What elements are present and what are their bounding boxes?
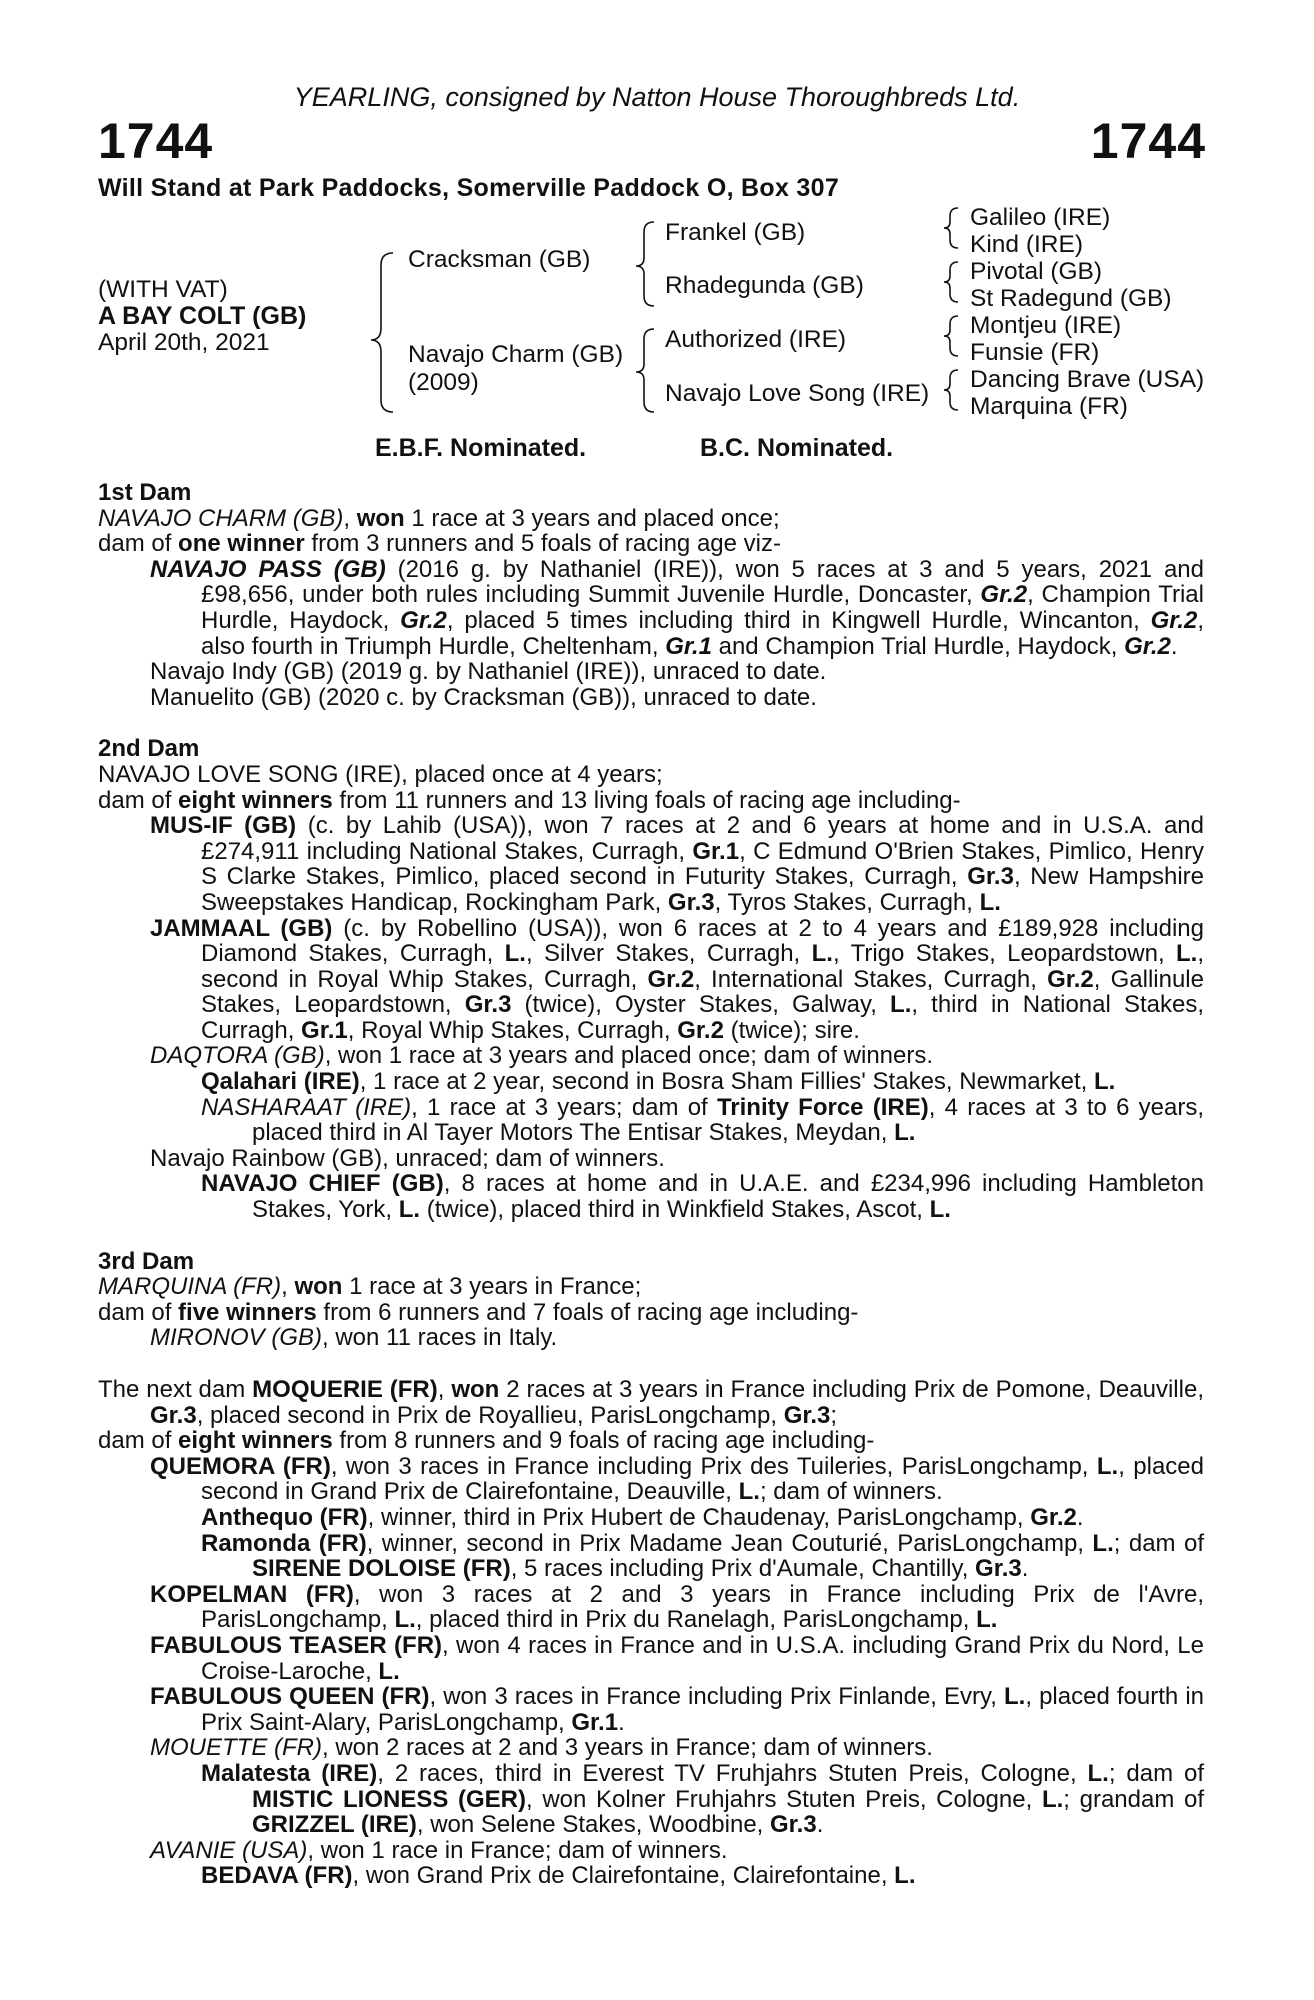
next-dam-line: The next dam MOQUERIE (FR), won 2 races at 3 years in France including Prix de Pomone, Deauville, Gr.3, placed second in Prix de Royallieu, ParisLongchamp, Gr.3; [98,1376,1204,1429]
sire-dam-dam: St Radegund (GB) [970,285,1172,312]
sire: Cracksman (GB) [408,246,591,273]
produce-entry: NAVAJO CHIEF (GB), 8 races at home and in U.A.E. and £234,996 including Hambleton Stakes, York, L. (twice), placed third in Winkfield Stakes, Ascot, L. [201,1170,1204,1224]
bc-nominated: B.C. Nominated. [700,434,894,462]
second-dam-heading: 2nd Dam [98,735,200,763]
produce-entry: FABULOUS TEASER (FR), won 4 races in France and in U.S.A. including Grand Prix du Nord, Le Croise-Laroche, L. [150,1631,1204,1685]
consignment-line: YEARLING, consigned by Natton House Thoroughbreds Ltd. [293,82,1021,112]
produce-entry: NASHARAAT (IRE), 1 race at 3 years; dam of Trinity Force (IRE), 4 races at 3 to 6 years, placed third in Al Tayer Motors The Entisar Stakes, Meydan, L. [201,1093,1205,1147]
third-dam-heading: 3rd Dam [98,1247,195,1275]
produce-entry: Navajo Rainbow (GB), unraced; dam of winners. [150,1144,665,1172]
vat-note: (WITH VAT) [98,276,228,303]
produce-entry: Navajo Indy (GB) (2019 g. by Nathaniel (IRE)), unraced to date. [150,658,827,686]
first-dam-line: NAVAJO CHARM (GB), won 1 race at 3 years and placed once; [98,504,780,532]
dam: Navajo Charm (GB) [408,341,624,368]
horse-name: A BAY COLT (GB) [98,302,307,330]
produce-entry: MIRONOV (GB), won 11 races in Italy. [150,1324,558,1352]
dam-year: (2009) [408,369,479,396]
next-dam-produce: dam of eight winners from 8 runners and 9 foals of racing age including- [98,1427,875,1455]
pedigree-table [0,0,1314,440]
third-dam-produce: dam of five winners from 6 runners and 7 foals of racing age including- [98,1298,859,1326]
produce-entry: DAQTORA (GB), won 1 race at 3 years and placed once; dam of winners. [150,1042,934,1070]
produce-entry: FABULOUS QUEEN (FR), won 3 races in France including Prix Finlande, Evry, L., placed fourth in Prix Saint-Alary, ParisLongchamp, Gr.1. [150,1683,1205,1736]
produce-entry: MOUETTE (FR), won 2 races at 2 and 3 years in France; dam of winners. [150,1734,933,1762]
ebf-nominated: E.B.F. Nominated. [375,434,587,462]
sire-dam: Rhadegunda (GB) [665,272,864,299]
dam-dam-sire: Dancing Brave (USA) [970,366,1205,393]
produce-entry: Ramonda (FR), winner, second in Prix Madame Jean Couturié, ParisLongchamp, L.; dam of SIRENE DOLOISE (FR), 5 races including Prix d'Aumale, Chantilly, Gr.3. [201,1529,1204,1583]
produce-entry: Qalahari (IRE), 1 race at 2 year, second in Bosra Sham Fillies' Stakes, Newmarket, L. [201,1068,1116,1096]
produce-record [98,480,1204,1889]
produce-entry: Anthequo (FR), winner, third in Prix Hubert de Chaudenay, ParisLongchamp, Gr.2. [201,1503,1084,1531]
dam-sire-dam: Funsie (FR) [970,339,1100,366]
produce-entry: JAMMAAL (GB) (c. by Robellino (USA)), won 6 races at 2 to 4 years and £189,928 including Diamond Stakes, Curragh, L., Silver Stakes, Curragh, L., Trigo Stakes, Leopardstown, L., second in Royal Whip Stakes, Curragh, Gr.2, International Stakes, Curragh, Gr.2, Gallinule Stakes, Leopardstown, Gr.3 (twice), Oyster Stakes, Galway, L., third in National Stakes, Curragh, Gr.1, Royal Whip Stakes, Curragh, Gr.2 (twice); sire. [150,914,1205,1044]
produce-entry: KOPELMAN (FR), won 3 races at 2 and 3 years in France including Prix de l'Avre, ParisLongchamp, L., placed third in Prix du Ranelagh, ParisLongchamp, L. [150,1580,1204,1634]
sire-dam-sire: Pivotal (GB) [970,258,1103,285]
dam-sire: Authorized (IRE) [665,326,847,353]
lot-number-right: 1744 [1090,113,1206,169]
first-dam-produce: dam of one winner from 3 runners and 5 foals of racing age viz- [98,530,781,558]
lot-number-left: 1744 [98,113,214,169]
produce-entry: Malatesta (IRE), 2 races, third in Everest TV Fruhjahrs Stuten Preis, Cologne, L.; dam of MISTIC LIONESS (GER), won Kolner Fruhjahrs Stuten Preis, Cologne, L.; grandam of GRIZZEL (IRE), won Selene Stakes, Woodbine, Gr.3. [201,1759,1205,1839]
produce-entry: Manuelito (GB) (2020 c. by Cracksman (GB)), unraced to date. [150,683,817,711]
sire-sire: Frankel (GB) [665,219,806,246]
dam-dam-dam: Marquina (FR) [970,393,1128,420]
produce-entry: NAVAJO PASS (GB) (2016 g. by Nathaniel (IRE)), won 5 races at 3 and 5 years, 2021 and £98,656, under both rules including Summit Juvenile Hurdle, Doncaster, Gr.2, Champion Trial Hurdle, Haydock, Gr.2, placed 5 times including third in Kingwell Hurdle, Wincanton, Gr.2, also fourth in Triumph Hurdle, Cheltenham, Gr.1 and Champion Trial Hurdle, Haydock, Gr.2. [150,555,1204,660]
stand-location: Will Stand at Park Paddocks, Somerville Paddock O, Box 307 [98,174,840,202]
second-dam-produce: dam of eight winners from 11 runners and 13 living foals of racing age including- [98,786,961,814]
produce-entry: AVANIE (USA), won 1 race in France; dam of winners. [150,1836,728,1864]
produce-entry: MUS-IF (GB) (c. by Lahib (USA)), won 7 races at 2 and 6 years at home and in U.S.A. and £274,911 including National Stakes, Curragh, Gr.1, C Edmund O'Brien Stakes, Pimlico, Henry S Clarke Stakes, Pimlico, placed second in Futurity Stakes, Curragh, Gr.3, New Hampshire Sweepstakes Handicap, Rockingham Park, Gr.3, Tyros Stakes, Curragh, L. [150,812,1204,916]
dam-dam: Navajo Love Song (IRE) [665,380,930,407]
first-dam-heading: 1st Dam [98,479,192,506]
produce-entry: QUEMORA (FR), won 3 races in France including Prix des Tuileries, ParisLongchamp, L., placed second in Grand Prix de Clairefontaine, Deauville, L.; dam of winners. [150,1452,1205,1506]
sire-sire-sire: Galileo (IRE) [970,204,1111,231]
sire-sire-dam: Kind (IRE) [970,231,1084,258]
dam-sire-sire: Montjeu (IRE) [970,312,1122,339]
produce-entry: BEDAVA (FR), won Grand Prix de Clairefontaine, Clairefontaine, L. [201,1862,916,1890]
foaling-date: April 20th, 2021 [98,329,270,356]
third-dam-line: MARQUINA (FR), won 1 race at 3 years in France; [98,1273,642,1301]
second-dam-line: NAVAJO LOVE SONG (IRE), placed once at 4 years; [98,760,663,788]
